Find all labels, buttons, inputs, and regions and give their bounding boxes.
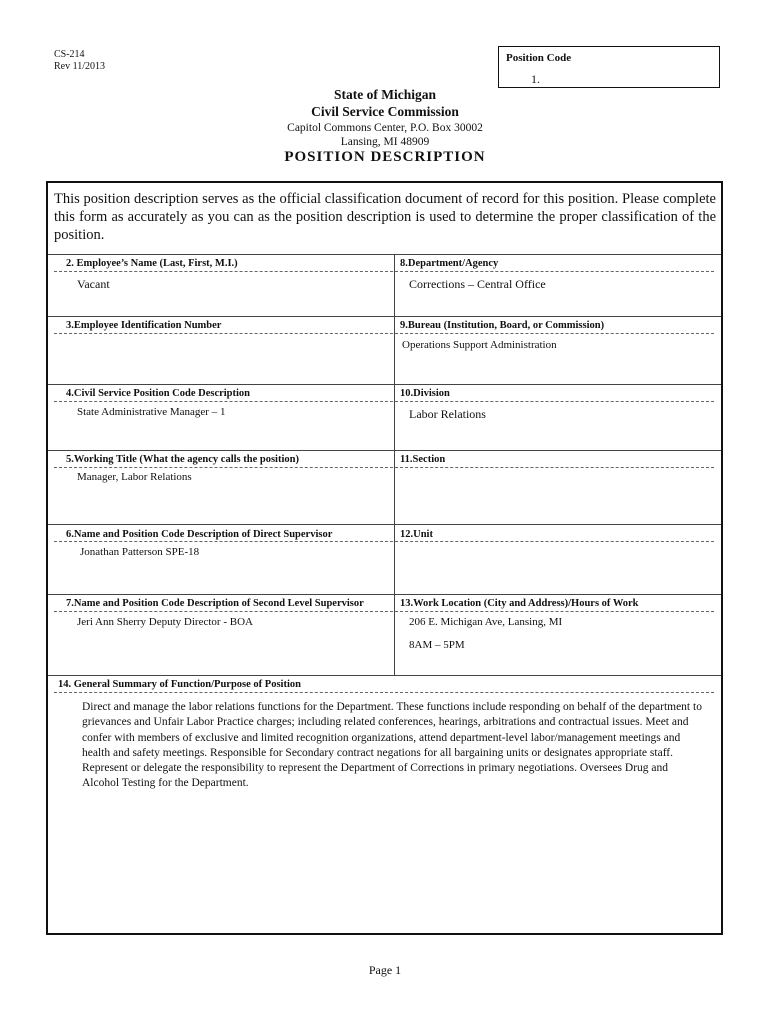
position-code-description-value[interactable]: State Administrative Manager – 1 xyxy=(77,406,226,418)
working-title-label: 5.Working Title (What the agency calls the position) xyxy=(66,454,299,465)
row-divider xyxy=(48,675,721,676)
form-revision: Rev 11/2013 xyxy=(54,61,106,72)
work-location-value[interactable]: 206 E. Michigan Ave, Lansing, MI xyxy=(409,616,563,628)
direct-supervisor-value[interactable]: Jonathan Patterson SPE-18 xyxy=(80,546,200,558)
second-supervisor-value[interactable]: Jeri Ann Sherry Deputy Director - BOA xyxy=(77,616,253,628)
bureau-label: 9.Bureau (Institution, Board, or Commission) xyxy=(400,320,605,331)
general-summary-label: 14. General Summary of Function/Purpose of Position xyxy=(58,679,301,690)
label-underline xyxy=(54,333,714,334)
work-hours-value[interactable]: 8AM – 5PM xyxy=(409,639,465,651)
intro-paragraph: This position description serves as the official classification document of record for this position. Please complete this form as accurately as you can as the position description is used to determine the proper classification of the position. xyxy=(54,191,716,243)
row-divider xyxy=(48,594,721,595)
direct-supervisor-label: 6.Name and Position Code Description of Direct Supervisor xyxy=(66,529,333,540)
row-divider xyxy=(48,254,721,255)
form-number: CS-214 xyxy=(54,49,85,60)
label-underline xyxy=(54,467,714,468)
org-commission: Civil Service Commission xyxy=(311,104,459,119)
position-code-value[interactable]: 1. xyxy=(531,72,540,86)
label-underline xyxy=(54,271,714,272)
department-agency-label: 8.Department/Agency xyxy=(400,258,499,269)
org-address-1: Capitol Commons Center, P.O. Box 30002 xyxy=(287,122,483,134)
second-supervisor-label: 7.Name and Position Code Description of Second Level Supervisor xyxy=(66,598,364,609)
label-underline xyxy=(54,401,714,402)
form-frame xyxy=(46,181,723,935)
page-number: Page 1 xyxy=(368,963,402,977)
employee-name-label: 2. Employee’s Name (Last, First, M.I.) xyxy=(66,258,238,269)
section-label: 11.Section xyxy=(400,454,446,465)
position-code-label: Position Code xyxy=(506,52,572,64)
working-title-value[interactable]: Manager, Labor Relations xyxy=(77,471,192,483)
division-label: 10.Division xyxy=(400,388,450,399)
work-location-label: 13.Work Location (City and Address)/Hours of Work xyxy=(400,598,639,609)
label-underline xyxy=(54,692,714,693)
position-code-box xyxy=(498,46,720,88)
label-underline xyxy=(54,611,714,612)
row-divider xyxy=(48,524,721,525)
row-divider xyxy=(48,450,721,451)
org-name: State of Michigan xyxy=(334,87,436,102)
label-underline xyxy=(54,541,714,542)
org-address-2: Lansing, MI 48909 xyxy=(340,136,430,148)
department-agency-value[interactable]: Corrections – Central Office xyxy=(409,277,546,291)
position-code-description-label: 4.Civil Service Position Code Description xyxy=(66,388,251,399)
row-divider xyxy=(48,384,721,385)
general-summary-text[interactable]: Direct and manage the labor relations functions for the Department. These functions include responding on behalf of the department to grievances and Unfair Labor Practice charges; including related conferences, hearings, arbitrations and contractual issues. Meet and confer with members of exclusive and limited recognition organizations, attend department-level labor/management meetings and health and safety meetings. Responsible for Secondary contract negations for all bargaining units or designates appropriate staff. Represent or delegate the responsibility to represent the Department of Corrections in primary negotiations. Oversees Drug and Alcohol Testing for the Department. xyxy=(82,701,702,790)
employee-name-value[interactable]: Vacant xyxy=(77,277,110,291)
document-title: POSITION DESCRIPTION xyxy=(284,149,486,165)
row-divider xyxy=(48,316,721,317)
division-value[interactable]: Labor Relations xyxy=(409,407,486,421)
employee-id-label: 3.Employee Identification Number xyxy=(66,320,222,331)
unit-label: 12.Unit xyxy=(400,529,433,540)
form-number-block xyxy=(54,49,105,73)
bureau-value[interactable]: Operations Support Administration xyxy=(402,339,557,351)
